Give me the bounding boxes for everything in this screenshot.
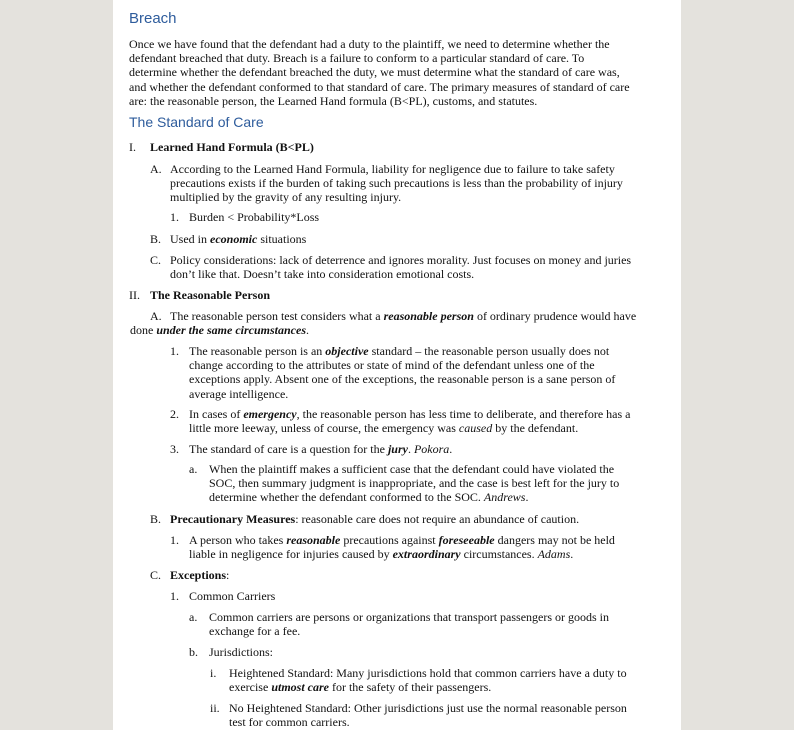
text-run: . — [306, 323, 309, 338]
text-run: , the reasonable person has less time to deliberate, and therefore has a — [296, 407, 631, 421]
text-line — [189, 407, 669, 421]
jurisdictions-item: Jurisdictions: — [209, 645, 274, 659]
jury-question — [189, 442, 452, 456]
outline-number: ii. — [210, 701, 220, 715]
text-run: : — [226, 568, 230, 582]
heightened-standard — [229, 666, 669, 694]
text-run: The reasonable person test considers what a — [170, 309, 384, 323]
outline-number: C. — [150, 253, 162, 267]
text-line: exchange for a fee. — [209, 624, 301, 639]
emphasis-text: economic — [210, 232, 258, 246]
text-line: No Heightened Standard: Other jurisdictions just use the normal reasonable person — [229, 701, 627, 715]
outline-number: 2. — [170, 407, 179, 421]
learned-hand-policy — [170, 253, 670, 281]
outline-number: 3. — [170, 442, 179, 456]
outline-heading-reasonable-person: The Reasonable Person — [150, 288, 270, 302]
text-run: done — [130, 323, 157, 338]
text-run: by the defendant. — [492, 421, 579, 436]
text-line: Common carriers are persons or organizations that transport passengers or goods in — [209, 610, 610, 624]
intro-line: Once we have found that the defendant had a duty to the plaintiff, we need to determine whether the — [129, 37, 610, 51]
text-run: circumstances. — [460, 547, 538, 562]
text-line — [130, 323, 670, 337]
outline-number: B. — [150, 232, 162, 246]
common-carriers-definition — [209, 610, 669, 638]
text-run: . — [570, 547, 574, 562]
bold-term: Exceptions — [170, 568, 227, 582]
outline-number: B. — [150, 512, 162, 526]
outline-number: 1. — [170, 210, 179, 224]
outline-number: II. — [129, 288, 140, 302]
emphasis-text: emergency — [243, 407, 297, 421]
text-run: The standard of care is a question for the — [189, 442, 388, 456]
text-line — [229, 680, 669, 694]
document-page — [113, 0, 681, 730]
text-line — [189, 421, 669, 435]
text-run: precautions against — [340, 533, 439, 547]
text-run: exercise — [229, 680, 272, 695]
case-citation: Adams — [537, 547, 571, 562]
intro-line: determine whether the defendant breached the duty, we must determine what the standard of care was, — [129, 65, 620, 80]
emergency-doctrine — [189, 407, 669, 435]
text-line: exceptions apply. Absent one of the exceptions, the reasonable person is a sane person of — [189, 372, 616, 387]
text-line — [189, 533, 669, 547]
outline-number: b. — [189, 645, 198, 659]
summary-judgment-note — [209, 462, 669, 505]
text-run: A person who takes — [189, 533, 287, 547]
text-line: change according to the attributes or state of mind of the defendant unless one of the — [189, 358, 595, 373]
outline-heading-learned-hand: Learned Hand Formula (B<PL) — [150, 140, 314, 154]
emphasis-text: foreseeable — [438, 533, 495, 547]
emphasis-text: under the same circumstances — [156, 323, 306, 338]
text-run: situations — [257, 232, 307, 246]
intro-line: and whether the defendant conformed to that standard of care. The primary measures of standard of care — [129, 79, 630, 94]
text-line — [189, 547, 669, 561]
text-run: . — [449, 442, 453, 456]
text-run: determine whether the defendant conformed to the SOC. — [209, 490, 484, 505]
common-carriers-item: Common Carriers — [189, 589, 276, 603]
precaution-rule — [189, 533, 669, 561]
outline-number: A. — [150, 162, 162, 176]
text-run: : reasonable care does not require an abundance of caution. — [295, 512, 580, 526]
outline-number: I. — [129, 140, 136, 154]
text-line — [209, 490, 669, 504]
case-citation: Pokora — [413, 442, 450, 456]
intro-line: defendant breached that duty. Breach is a failure to conform to a particular standard of care. To — [129, 51, 585, 66]
learned-hand-formula: Burden < Probability*Loss — [189, 210, 320, 224]
text-run: of ordinary prudence would have — [473, 309, 637, 323]
outline-number: 1. — [170, 589, 179, 603]
outline-number: i. — [210, 666, 217, 680]
text-line: precautions exists if the burden of taking such precautions is less than the probability of injury — [170, 176, 623, 191]
text-line: average intelligence. — [189, 386, 289, 401]
section-heading-breach: Breach — [129, 10, 177, 27]
emphasis-text: jury — [387, 442, 408, 456]
text-line: When the plaintiff makes a sufficient case that the defendant could have violated the — [209, 462, 615, 476]
reasonable-person-test — [130, 309, 670, 338]
case-citation: Andrews — [483, 490, 526, 505]
text-line: According to the Learned Hand Formula, liability for negligence due to failure to take safety — [170, 162, 615, 176]
emphasis-text: utmost care — [271, 680, 329, 695]
outline-number: 1. — [170, 344, 179, 358]
exceptions-heading — [170, 568, 229, 582]
no-heightened-standard — [229, 701, 669, 729]
text-run: little more leeway, unless of course, the emergency was — [189, 421, 459, 436]
emphasis-text: reasonable — [286, 533, 341, 547]
text-line — [189, 344, 669, 358]
outline-number: a. — [189, 610, 198, 624]
subheading-standard-of-care: The Standard of Care — [129, 114, 264, 130]
intro-line: are: the reasonable person, the Learned Hand formula (B<PL), customs, and statutes. — [129, 93, 538, 108]
objective-standard — [189, 344, 669, 401]
text-run: standard – the reasonable person usually does not — [368, 344, 610, 358]
italic-text: caused — [458, 421, 493, 436]
text-run: Used in — [170, 232, 210, 246]
text-run: liable in negligence for injuries caused by — [189, 547, 393, 562]
outline-number: a. — [189, 462, 198, 476]
outline-number: C. — [150, 568, 162, 582]
text-line: Heightened Standard: Many jurisdictions hold that common carriers have a duty to — [229, 666, 627, 680]
text-line — [170, 309, 670, 323]
text-run: dangers may not be held — [494, 533, 615, 547]
text-line: SOC, then summary judgment is inappropriate, and the case is best left for the jury to — [209, 476, 620, 491]
precautionary-measures — [170, 512, 579, 526]
intro-paragraph — [129, 37, 669, 108]
emphasis-text: objective — [325, 344, 369, 358]
text-line: test for common carriers. — [229, 715, 350, 730]
text-run: . — [525, 490, 529, 505]
emphasis-text: reasonable person — [383, 309, 474, 323]
outline-number: 1. — [170, 533, 179, 547]
text-line: Policy considerations: lack of deterrence and ignores morality. Just focuses on money and juries — [170, 253, 632, 267]
text-run: for the safety of their passengers. — [328, 680, 492, 695]
text-run: The reasonable person is an — [189, 344, 326, 358]
learned-hand-definition — [170, 162, 670, 205]
text-line: don’t like that. Doesn’t take into consideration emotional costs. — [170, 267, 475, 282]
text-line: multiplied by the gravity of any resulting injury. — [170, 190, 402, 205]
outline-number: A. — [150, 309, 162, 323]
learned-hand-usage — [170, 232, 306, 246]
text-run: . — [407, 442, 414, 456]
emphasis-text: extraordinary — [392, 547, 461, 562]
text-run: In cases of — [189, 407, 244, 421]
bold-term: Precautionary Measures — [170, 512, 296, 526]
